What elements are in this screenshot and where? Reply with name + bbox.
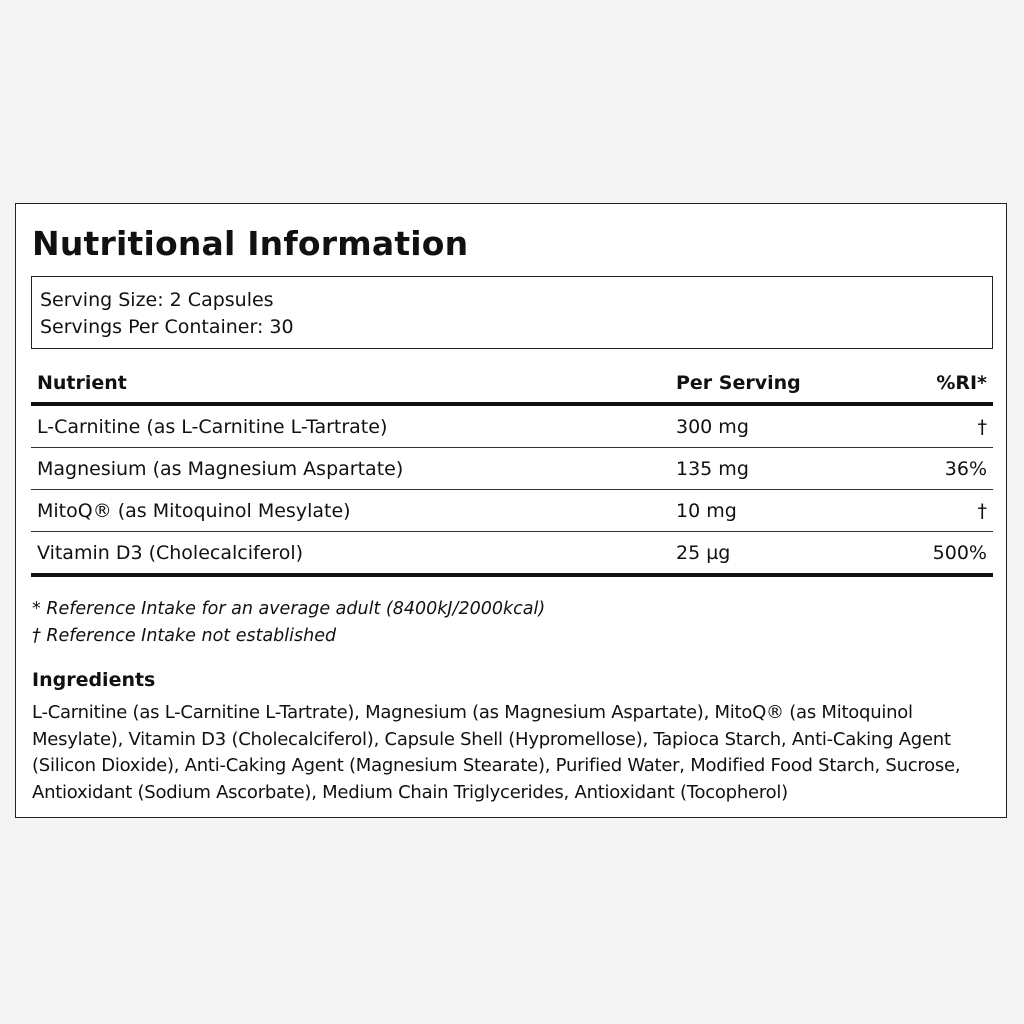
header-ri: %RI* [936,372,987,394]
serving-info-box [31,276,993,349]
per-serving-value: 300 mg [676,415,749,438]
ri-value: † [977,499,987,522]
nutrient-name: Magnesium (as Magnesium Aspartate) [37,457,404,480]
per-serving-value: 135 mg [676,457,749,480]
footnote-not-established: † Reference Intake not established [32,626,337,646]
table-header [31,364,993,406]
per-serving-value: 25 µg [676,541,731,564]
table-row [31,448,993,490]
ri-value: † [977,415,987,438]
ingredients-text: L-Carnitine (as L-Carnitine L-Tartrate), Magnesium (as Magnesium Aspartate), MitoQ® (as Mitoquinol Mesylate), Vitamin D3 (Cholecalciferol), Capsule Shell (Hypromellose), Tapioca Starch, Anti-Caking Agent (Silicon Dioxide), Anti-Caking Agent (Magnesium Stearate), Purified Water, Modified Food Starch, Sucrose, Antioxidant (Sodium Ascorbate), Medium Chain Triglycerides, Antioxidant (Tocopherol) [32,702,961,803]
ri-value: 500% [932,541,987,564]
footnote-reference-intake: * Reference Intake for an average adult (8400kJ/2000kcal) [32,599,546,619]
nutrition-panel [15,203,1007,818]
nutrient-name: L-Carnitine (as L-Carnitine L-Tartrate) [37,415,388,438]
servings-per-container: Servings Per Container: 30 [40,316,294,338]
ingredients-title: Ingredients [32,669,156,691]
nutrient-table [31,364,993,577]
panel-title: Nutritional Information [32,224,469,263]
table-row [31,532,993,577]
serving-size: Serving Size: 2 Capsules [40,289,274,311]
table-row [31,406,993,448]
header-nutrient: Nutrient [37,372,127,394]
per-serving-value: 10 mg [676,499,737,522]
footnotes [32,596,545,650]
table-row [31,490,993,532]
nutrient-name: MitoQ® (as Mitoquinol Mesylate) [37,499,351,522]
ri-value: 36% [944,457,987,480]
nutrient-name: Vitamin D3 (Cholecalciferol) [37,541,304,564]
header-per-serving: Per Serving [676,372,801,394]
